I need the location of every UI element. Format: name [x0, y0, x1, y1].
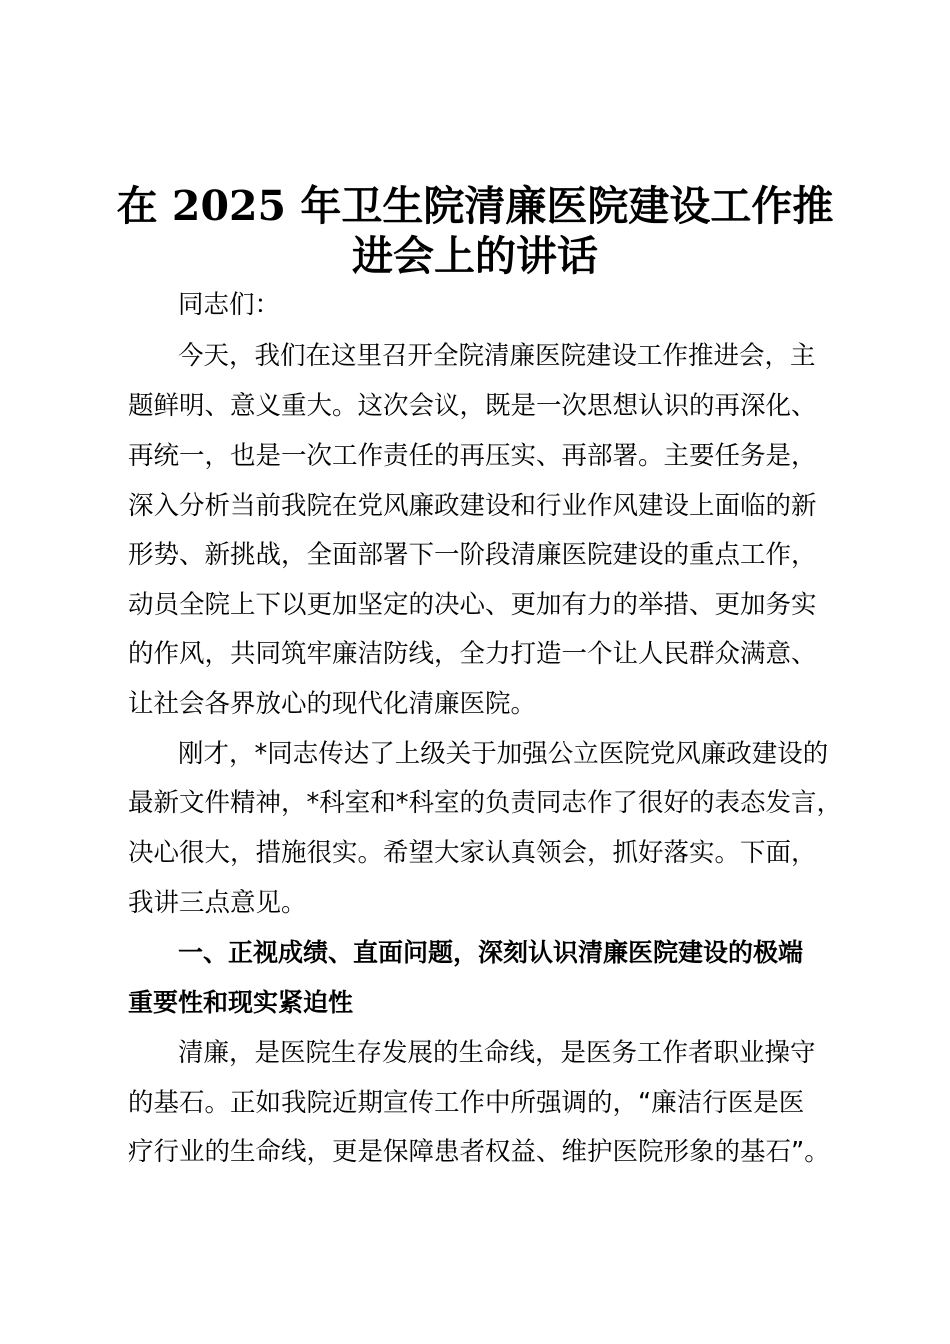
- paragraph-line: 的基石。正如我院近期宣传工作中所强调的，“廉洁行医是医: [128, 1088, 805, 1118]
- salutation: 同志们：: [178, 290, 281, 320]
- title-line-1: 在 2025 年卫生院清廉医院建设工作推: [116, 182, 834, 230]
- paragraph-line: 让社会各界放心的现代化清廉医院。: [128, 689, 537, 719]
- paragraph-line: 的作风，共同筑牢廉洁防线，全力打造一个让人民群众满意、: [128, 639, 817, 669]
- paragraph-line: 决心很大，措施很实。希望大家认真领会，抓好落实。下面，: [128, 838, 817, 868]
- paragraph-line: 动员全院上下以更加坚定的决心、更加有力的举措、更加务实: [128, 590, 817, 620]
- paragraph-line: 刚才，*同志传达了上级关于加强公立医院党风廉政建设的: [178, 739, 829, 769]
- title-line-2: 进会上的讲话: [352, 232, 598, 280]
- paragraph-line: 今天，我们在这里召开全院清廉医院建设工作推进会，主: [178, 341, 816, 371]
- paragraph-line: 题鲜明、意义重大。这次会议，既是一次思想认识的再深化、: [128, 391, 817, 421]
- paragraph-line: 我讲三点意见。: [128, 888, 307, 918]
- paragraph-line: 再统一，也是一次工作责任的再压实、再部署。主要任务是，: [128, 441, 817, 471]
- section-heading-line: 重要性和现实紧迫性: [128, 988, 354, 1017]
- paragraph-line: 疗行业的生命线，更是保障患者权益、维护医院形象的基石”。: [128, 1137, 830, 1167]
- paragraph-line: 最新文件精神，*科室和*科室的负责同志作了很好的表态发言，: [128, 788, 843, 818]
- paragraph-line: 深入分析当前我院在党风廉政建设和行业作风建设上面临的新: [128, 491, 817, 521]
- paragraph-line: 清廉，是医院生存发展的生命线，是医务工作者职业操守: [178, 1038, 816, 1068]
- paragraph-line: 形势、新挑战，全面部署下一阶段清廉医院建设的重点工作，: [128, 540, 817, 570]
- section-heading-line: 一、正视成绩、直面问题，深刻认识清廉医院建设的极端: [178, 938, 804, 967]
